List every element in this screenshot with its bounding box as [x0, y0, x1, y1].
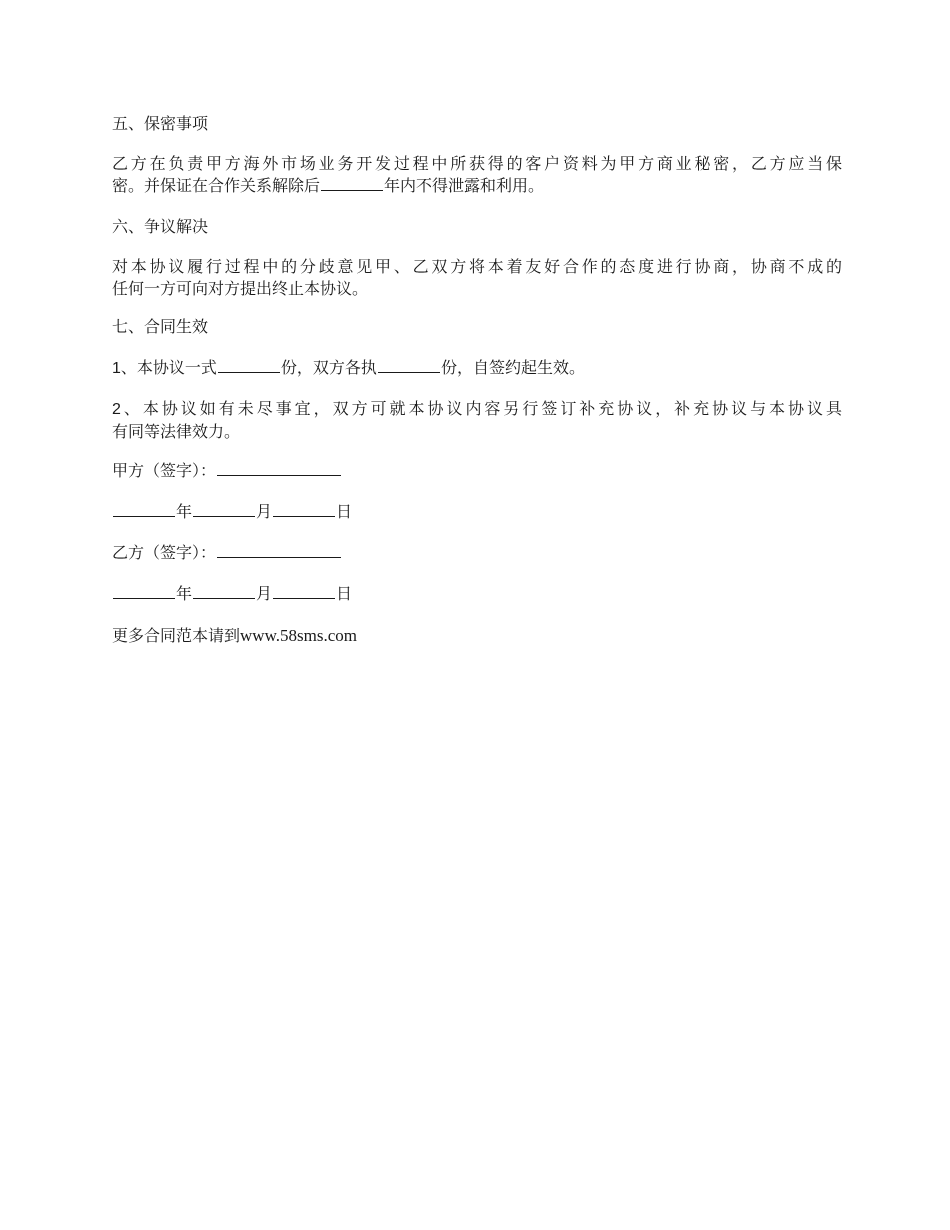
paragraph-dispute: 对本协议履行过程中的分歧意见甲、乙双方将本着友好合作的态度进行协商，协商不成的 任何一方可向对方提出终止本协议。 — [112, 257, 842, 298]
party-b-signature: 乙方（签字）： — [112, 542, 342, 564]
party-b-day-blank — [273, 583, 335, 599]
party-a-signature: 甲方（签字）： — [112, 460, 342, 482]
blank-copies-total — [218, 357, 280, 373]
party-b-year-blank — [113, 583, 175, 599]
party-a-date: 年 月 日 — [112, 501, 352, 523]
section-heading-dispute: 六、争议解决 — [112, 217, 209, 236]
party-b-month-blank — [193, 583, 255, 599]
section-heading-effectiveness: 七、合同生效 — [112, 317, 209, 336]
party-a-day-blank — [273, 501, 335, 517]
blank-years — [321, 175, 383, 191]
footer-site-link[interactable]: www.58sms.com — [240, 626, 357, 645]
section-heading-confidentiality: 五、保密事项 — [112, 114, 209, 133]
party-b-date: 年 月 日 — [112, 583, 352, 605]
footer-note: 更多合同范本请到www.58sms.com — [112, 626, 357, 645]
blank-copies-each — [378, 357, 440, 373]
clause-1: 1、本协议一式 份，双方各执 份，自签约起生效。 — [112, 358, 585, 377]
clause-2: 2、本协议如有未尽事宜，双方可就本协议内容另行签订补充协议，补充协议与本协议具 有同等法律效力。 — [112, 399, 842, 441]
paragraph-confidentiality: 乙方在负责甲方海外市场业务开发过程中所获得的客户资料为甲方商业秘密，乙方应当保 密。并保证在合作关系解除后 年内不得泄露和利用。 — [112, 154, 842, 195]
party-b-signature-blank — [217, 542, 341, 558]
party-a-month-blank — [193, 501, 255, 517]
party-a-signature-blank — [217, 460, 341, 476]
party-a-year-blank — [113, 501, 175, 517]
